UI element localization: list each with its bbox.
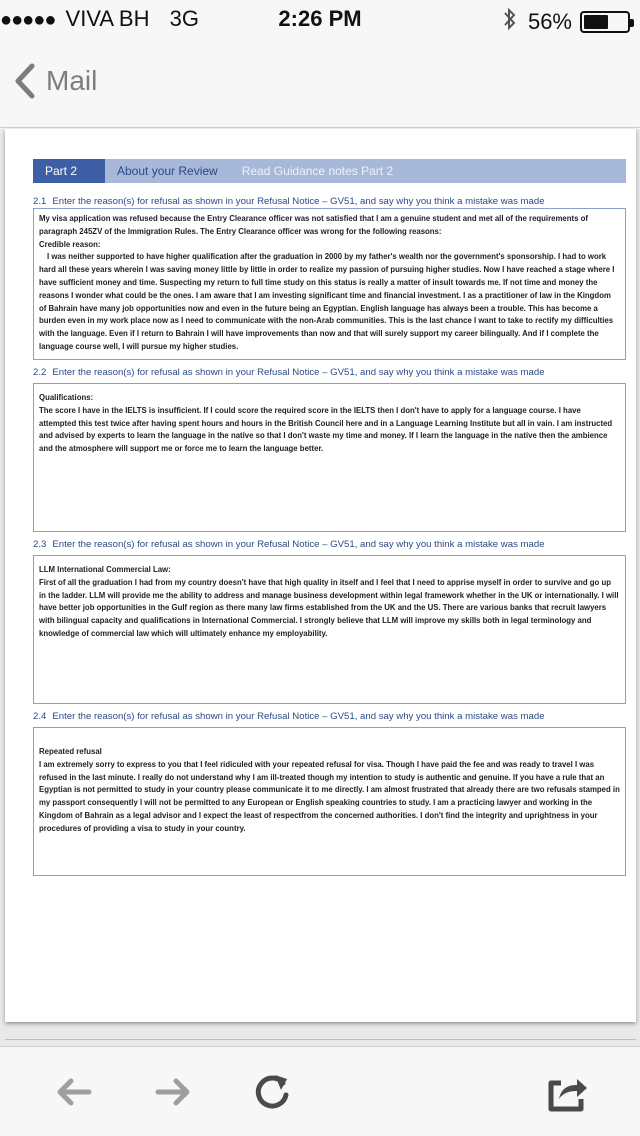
back-button[interactable] — [51, 1069, 97, 1115]
carrier-name: VIVA BH — [65, 6, 150, 31]
signal-strength-icon: ●●●●● — [0, 9, 56, 31]
bottom-toolbar — [0, 1046, 640, 1136]
part-title: About your Review — [117, 164, 218, 178]
answer-heading: Qualifications: — [39, 393, 94, 402]
chevron-left-icon — [10, 62, 40, 100]
document-viewer[interactable] — [0, 129, 640, 1046]
forward-arrow-icon — [150, 1069, 196, 1115]
clock: 2:26 PM — [278, 6, 362, 31]
bluetooth-icon — [502, 6, 518, 38]
section-title: 2.4 Enter the reason(s) for refusal as shown in your Refusal Notice – GV51, and say why you think a mistake was made — [33, 711, 545, 722]
answer-heading: Repeated refusal — [39, 747, 102, 756]
answer-paragraph: I am extremely sorry to express to you that I feel ridiculed with your repeated refusal for visa. Though I have paid the fee and was ready to travel I was refused in the last minute. I really do not understand why I am ill-treated though my intention to study is authentic and genuine. If you have a rule that an Egyptian is not permitted to study in your country please communicate it to me directly. I am almost frustrated that already there are two refusals stamped in my passport consequently I will not be permitted to any European or English speaking countries to study. I am a practicing lawyer and working in the Kingdom of Bahrain as a legal advisor and I expect the least of respectfrom the concerned authorities. I don't find the integrity and uprightness in your procedures of providing a visa to study in your country. — [39, 759, 620, 833]
battery-icon — [580, 11, 630, 33]
share-button[interactable] — [545, 1069, 591, 1115]
answer-paragraph: First of all the graduation I had from my country doesn't have that high quality in itself and I feel that I need to apprise myself in order to survive and go up in the ladder. LLM will provide me the ability to address and manage business development within legal framework whether in the UK or internationally. I will have better job opportunities in the Gulf region as there many law firms established from the UK and the US. There are various banks that recruit lawyers with bilingual capacity and qualifications in International Commercial. I strongly believe that LLM will improve my skills both in legal terminology and knowledge of commercial law which will ultimately enhance my employability. — [39, 577, 619, 638]
answer-paragraph: The score I have in the IELTS is insufficient. If I could score the required score in the IELTS then I don't have to apply for a language course. I have attempted this test twice after having spent hours and hours in the British Council here and in a Language Learning Institute but all in vain. I am instructed and advised by experts to learn the language in the native so that I don't waste my time and money. If I learn the language in the native then the ambience and the atmosphere will support me or force me to learn the language better. — [39, 405, 613, 454]
battery-level — [584, 15, 608, 29]
answer-box — [33, 555, 626, 704]
section-title: 2.3 Enter the reason(s) for refusal as shown in your Refusal Notice – GV51, and say why you think a mistake was made — [33, 539, 545, 550]
back-arrow-icon — [51, 1069, 97, 1115]
reload-button[interactable] — [249, 1069, 295, 1115]
answer-paragraph: My visa application was refused because the Entry Clearance officer was not satisfied that I am a genuine student and met all of the requirements of paragraph 245ZV of the Immigration Rules. The Entry Clearance officer was wrong for the following reasons: — [39, 214, 588, 236]
answer-box — [33, 208, 626, 360]
answer-box — [33, 727, 626, 876]
part-label: Part 2 — [33, 159, 105, 183]
answer-box — [33, 383, 626, 532]
answer-heading: LLM International Commercial Law: — [39, 565, 171, 574]
answer-heading: Credible reason: — [39, 239, 101, 249]
back-to-mail-button[interactable] — [10, 62, 97, 100]
section-title: 2.2 Enter the reason(s) for refusal as shown in your Refusal Notice – GV51, and say why you think a mistake was made — [33, 367, 545, 378]
document-page — [5, 129, 636, 1022]
forward-button[interactable] — [150, 1069, 196, 1115]
section-title: 2.1 Enter the reason(s) for refusal as shown in your Refusal Notice – GV51, and say why you think a mistake was made — [33, 196, 545, 207]
reload-icon — [249, 1069, 295, 1115]
status-bar — [0, 0, 640, 40]
page-divider — [5, 1039, 636, 1040]
battery-tip — [630, 19, 634, 27]
navigation-bar — [0, 40, 640, 128]
answer-paragraph: I was neither supported to have higher qualification after the graduation in 2000 by my father's wealth nor the government's sponsorship. I had to work hard all these years wherein I was saving money little by little in order to realize my passion of pursuing higher studies. Now I have reached a stage where I have sufficient money and time. Suspecting my return to full time study on this status is really a matter of insult towards me. If not time and money the reasons I wonder what could be the ones. I am aware that I am investing significant time and financial investment. I as a practitioner of law in the Kingdom of Bahrain have many job opportunities now and even in the future being an Egyptian. English language has always been a trouble. This has become a burden even in my work place now as I need to communicate with the non-Arab communities. This is the last chance I want to take to rectify my difficulties with the language. Even if I return to Bahrain I will have improvements than now and that will surely support my career bilingually. And if I complete the language course well, I will pursue my higher studies. — [39, 252, 615, 351]
network-type: 3G — [169, 6, 199, 31]
back-label: Mail — [46, 65, 98, 96]
part-header — [33, 159, 626, 183]
share-icon — [545, 1069, 591, 1115]
battery-percent: 56% — [527, 9, 572, 34]
status-right — [502, 6, 630, 38]
guidance-note: Read Guidance notes Part 2 — [241, 164, 394, 178]
